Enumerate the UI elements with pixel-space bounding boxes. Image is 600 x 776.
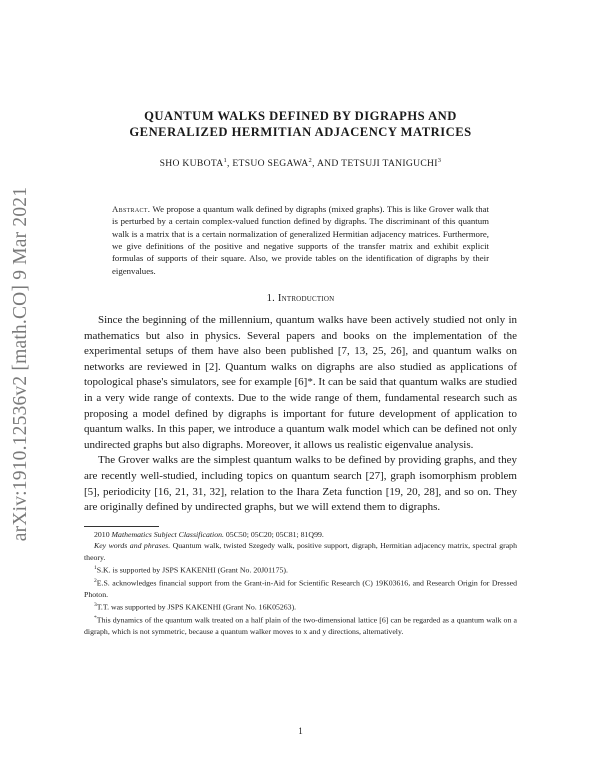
msc-text: 05C50; 05C20; 05C81; 81Q99.	[225, 529, 324, 539]
footnote-3	[84, 600, 517, 613]
footnote-4-mark: *	[94, 615, 97, 622]
footnote-2-mark: 2	[94, 577, 97, 584]
author-2: , ETSUO SEGAWA	[227, 158, 309, 170]
section-number: 1.	[266, 292, 275, 304]
footnote-2	[84, 576, 517, 600]
footnote-4-text: This dynamics of the quantum walk treated on a half plain of the two-dimensional lattice [6] can be regarded as a quantum walk on a digraph, which is not symmetric, because a quantum walker moves to x and y directions, alternatively.	[84, 615, 517, 637]
author-2-mark: 2	[308, 157, 313, 164]
section-heading	[84, 293, 517, 304]
keywords-label: Key words and phrases.	[94, 541, 171, 551]
page-number: 1	[298, 726, 303, 736]
author-3-mark: 3	[437, 157, 442, 164]
paper-page	[84, 108, 517, 638]
msc-label: Mathematics Subject Classification.	[111, 529, 224, 539]
arxiv-identifier: arXiv:1910.12536v2 [math.CO] 9 Mar 2021	[10, 186, 31, 542]
footnote-3-mark: 3	[94, 602, 97, 609]
body-paragraph-1: Since the beginning of the millennium, quantum walks have been actively studied not only in mathematics but also in physics. Several papers and books on the implementation of the experimental setups of them have also been published [7, 13, 25, 26], and quantum walks on networks are reviewed in [2]. Quantum walks on digraphs are also studied as applications of topological phase's simulators, see for example [6]*. It can be said that quantum walks are studied in a very wide range of contexts. Due to the wide range of them, fundamental research such as proposing a model defined by digraphs is important for future development of application to quantum walks. In this paper, we introduce a quantum walk model which can be defined not only undirected graphs but also digraphs. Moreover, it allows us realistic eigenvalue analysis.	[84, 313, 517, 451]
footnote-1-text: S.K. is supported by JSPS KAKENHI (Grant No. 20J01175).	[96, 565, 288, 575]
keywords-text: Quantum walk, twisted Szegedy walk, positive support, digraph, Hermitian adjacency matrix, spectral graph theory.	[84, 541, 517, 562]
author-3: , AND TETSUJI TANIGUCHI	[312, 158, 438, 170]
footnote-1	[84, 563, 517, 576]
footnote-2-text: E.S. acknowledges financial support from the Grant-in-Aid for Scientific Research (C) 19K03616, and Research Origin for Dressed Photon.	[84, 578, 517, 599]
body-paragraph-2: The Grover walks are the simplest quantum walks to be defined by providing graphs, and they are recently well-studied, including topics on quantum search [27], graph isomorphism problem [5], periodicity [16, 21, 31, 32], relation to the Ihara Zeta function [19, 20, 28], and so on. They are originally defined by undirected graphs, but we will extend them to digraphs.	[84, 454, 517, 514]
section-title: Introduction	[277, 292, 335, 304]
paper-title	[84, 108, 517, 140]
abstract	[112, 203, 489, 277]
title-line-2: GENERALIZED HERMITIAN ADJACENCY MATRICES	[129, 125, 472, 139]
abstract-text: We propose a quantum walk defined by digraphs (mixed graphs). This is like Grover walk that is perturbed by a certain complex-valued function defined by digraphs. The discriminant of this quantum walk is a matrix that is a certain normalization of generalized Hermitian adjacency matrices. Furthermore, we give definitions of the positive and negative supports of the transfer matrix and exhibit explicit formulas of supports of their square. Also, we provide tables on the identification of digraphs by their eigenvalues.	[112, 204, 489, 276]
footnote-msc	[84, 529, 517, 540]
author-1-mark: 1	[223, 157, 227, 164]
author-1: SHO KUBOTA	[159, 158, 224, 170]
footnote-keywords	[84, 540, 517, 563]
msc-prefix: 2010	[94, 529, 110, 539]
footnote-rule	[84, 526, 159, 527]
footnote-3-text: T.T. was supported by JSPS KAKENHI (Grant No. 16K05263).	[96, 602, 297, 612]
author-list	[84, 157, 517, 169]
footnote-4	[84, 613, 517, 637]
footnote-1-mark: 1	[94, 564, 97, 571]
abstract-label: Abstract.	[112, 204, 151, 215]
title-line-1: QUANTUM WALKS DEFINED BY DIGRAPHS AND	[144, 109, 457, 123]
